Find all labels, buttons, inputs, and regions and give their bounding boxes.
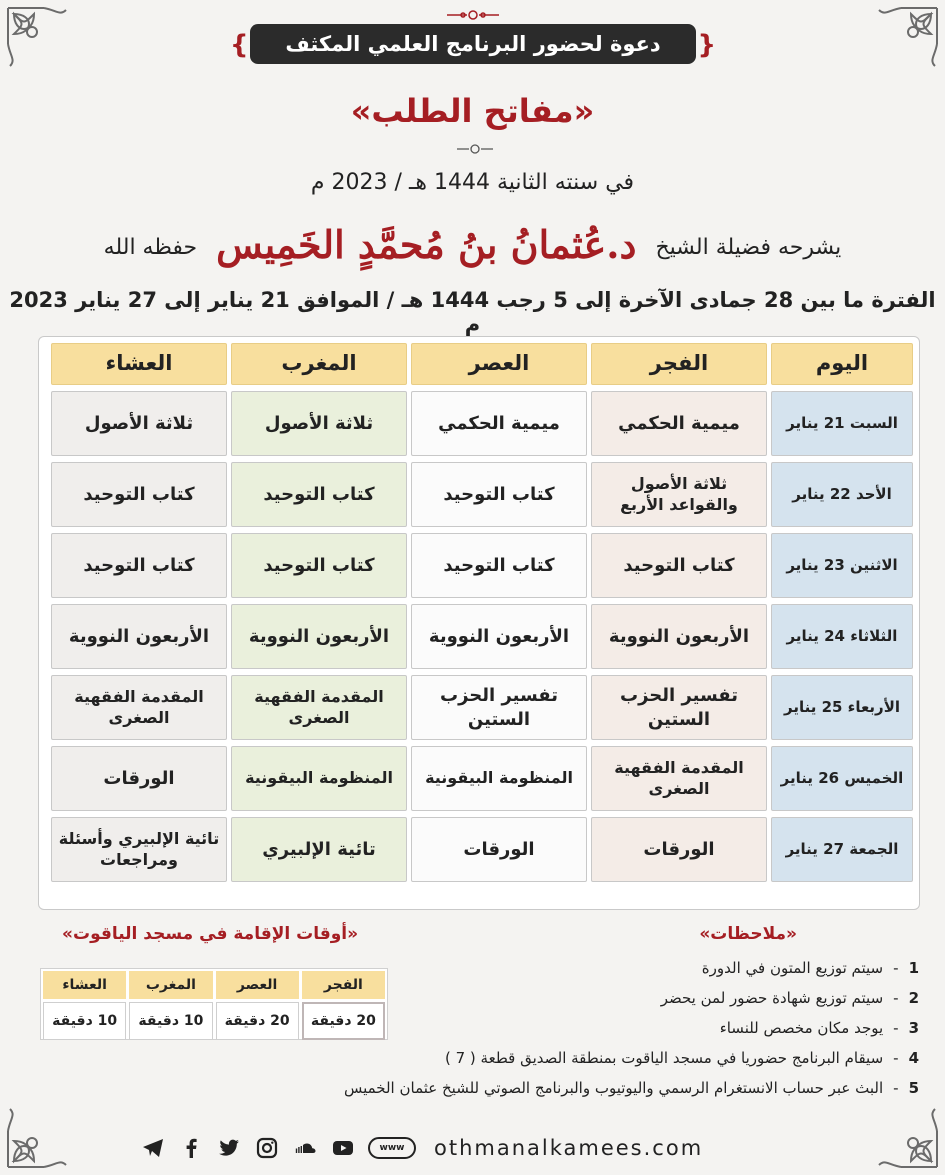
session-cell: تفسير الحزب الستين bbox=[591, 675, 767, 740]
note-number: 3 bbox=[908, 1019, 919, 1037]
header-fajr: الفجر bbox=[591, 343, 767, 385]
session-cell: كتاب التوحيد bbox=[591, 533, 767, 598]
note-number: 2 bbox=[908, 989, 919, 1007]
session-cell: الورقات bbox=[411, 817, 587, 882]
corner-ornament bbox=[871, 1101, 941, 1171]
note-item: 4 - سيقام البرنامج حضوريا في مسجد الياقوت بمنطقة الصديق قطعة ( 7 ) bbox=[444, 1049, 919, 1067]
corner-ornament bbox=[4, 1101, 74, 1171]
session-cell: المقدمة الفقهية الصغرى bbox=[231, 675, 407, 740]
session-cell: الأربعون النووية bbox=[51, 604, 227, 669]
header-asr: العصر bbox=[411, 343, 587, 385]
note-text: سيتم توزيع شهادة حضور لمن يحضر bbox=[660, 989, 884, 1007]
iqama-value: 10 دقيقة bbox=[43, 1002, 126, 1040]
session-cell: الورقات bbox=[51, 746, 227, 811]
note-text: يوجد مكان مخصص للنساء bbox=[719, 1019, 884, 1037]
header-title: دعوة لحضور البرنامج العلمي المكثف bbox=[250, 24, 696, 64]
note-number: 4 bbox=[908, 1049, 919, 1067]
session-cell: الأربعون النووية bbox=[411, 604, 587, 669]
day-cell: الأحد 22 يناير bbox=[771, 462, 913, 527]
note-text: سيتم توزيع المتون في الدورة bbox=[701, 959, 884, 977]
iqama-value: 20 دقيقة bbox=[302, 1002, 385, 1040]
session-cell: تائية الإلبيري bbox=[231, 817, 407, 882]
session-cell: ميمية الحكمي bbox=[591, 391, 767, 456]
sheikh-line bbox=[0, 222, 945, 267]
sheikh-suffix: حفظه الله bbox=[103, 235, 198, 260]
instagram-icon[interactable] bbox=[254, 1135, 280, 1161]
session-cell: الورقات bbox=[591, 817, 767, 882]
session-cell: الأربعون النووية bbox=[591, 604, 767, 669]
youtube-icon[interactable] bbox=[330, 1135, 356, 1161]
iqama-header: الفجر bbox=[302, 971, 385, 999]
facebook-icon[interactable] bbox=[178, 1135, 204, 1161]
period-line: الفترة ما بين 28 جمادى الآخرة إلى 5 رجب 1444 هـ / الموافق 21 يناير إلى 27 يناير 2023 م bbox=[9, 288, 936, 336]
note-number: 1 bbox=[908, 959, 919, 977]
note-item: 5 - البث عبر حساب الانستغرام الرسمي واليوتيوب والبرنامج الصوتي للشيخ عثمان الخميس bbox=[343, 1079, 919, 1097]
telegram-icon[interactable] bbox=[140, 1135, 166, 1161]
session-cell: ميمية الحكمي bbox=[411, 391, 587, 456]
sheikh-prefix: يشرحه فضيلة الشيخ bbox=[655, 235, 842, 260]
day-cell: الجمعة 27 يناير bbox=[771, 817, 913, 882]
session-cell: المقدمة الفقهية الصغرى bbox=[51, 675, 227, 740]
note-item: 2 - سيتم توزيع شهادة حضور لمن يحضر bbox=[660, 989, 919, 1007]
session-cell: ثلاثة الأصول bbox=[51, 391, 227, 456]
iqama-value: 10 دقيقة bbox=[129, 1002, 212, 1040]
notes-title: «ملاحظات» bbox=[699, 924, 797, 944]
day-cell: الثلاثاء 24 يناير bbox=[771, 604, 913, 669]
note-text: البث عبر حساب الانستغرام الرسمي واليوتيوب والبرنامج الصوتي للشيخ عثمان الخميس bbox=[343, 1079, 884, 1097]
session-cell: المقدمة الفقهية الصغرى bbox=[591, 746, 767, 811]
day-cell: السبت 21 يناير bbox=[771, 391, 913, 456]
iqama-header: العصر bbox=[216, 971, 299, 999]
footer-social bbox=[140, 1128, 703, 1168]
session-cell: الأربعون النووية bbox=[231, 604, 407, 669]
session-cell: كتاب التوحيد bbox=[411, 533, 587, 598]
title-ornament bbox=[455, 142, 495, 156]
session-cell: تفسير الحزب الستين bbox=[411, 675, 587, 740]
corner-ornament bbox=[4, 4, 74, 74]
sheikh-name: د.عُثمانُ بنُ مُحمَّدٍ الخَمِيس bbox=[216, 222, 637, 267]
twitter-icon[interactable] bbox=[216, 1135, 242, 1161]
note-text: سيقام البرنامج حضوريا في مسجد الياقوت بمنطقة الصديق قطعة ( 7 ) bbox=[444, 1049, 884, 1067]
top-ornament bbox=[445, 8, 501, 22]
header-isha: العشاء bbox=[51, 343, 227, 385]
corner-ornament bbox=[871, 4, 941, 74]
year-line: في سنته الثانية 1444 هـ / 2023 م bbox=[310, 170, 635, 195]
note-number: 5 bbox=[908, 1079, 919, 1097]
header-banner bbox=[228, 24, 718, 64]
session-cell: ثلاثة الأصول bbox=[231, 391, 407, 456]
session-cell: ثلاثة الأصول والقواعد الأربع bbox=[591, 462, 767, 527]
session-cell: كتاب التوحيد bbox=[51, 533, 227, 598]
note-item: 3 - يوجد مكان مخصص للنساء bbox=[719, 1019, 919, 1037]
program-title: «مفاتح الطلب» bbox=[350, 92, 595, 130]
session-cell: كتاب التوحيد bbox=[51, 462, 227, 527]
website-link[interactable]: othmanalkamees.com bbox=[434, 1136, 704, 1160]
soundcloud-icon[interactable] bbox=[292, 1135, 318, 1161]
iqama-title: «أوقات الإقامة في مسجد الياقوت» bbox=[62, 924, 359, 944]
header-maghrib: المغرب bbox=[231, 343, 407, 385]
note-item: 1 - سيتم توزيع المتون في الدورة bbox=[701, 959, 919, 977]
day-cell: الاثنين 23 يناير bbox=[771, 533, 913, 598]
schedule-table bbox=[38, 336, 920, 910]
header-day: اليوم bbox=[771, 343, 913, 385]
www-icon: www bbox=[368, 1137, 416, 1159]
session-cell: المنظومة البيقونية bbox=[411, 746, 587, 811]
iqama-header: المغرب bbox=[129, 971, 212, 999]
session-cell: تائية الإلبيري وأسئلة ومراجعات bbox=[51, 817, 227, 882]
iqama-value: 20 دقيقة bbox=[216, 1002, 299, 1040]
session-cell: كتاب التوحيد bbox=[231, 462, 407, 527]
day-cell: الأربعاء 25 يناير bbox=[771, 675, 913, 740]
iqama-header: العشاء bbox=[43, 971, 126, 999]
bracket-left-icon: { bbox=[230, 30, 249, 60]
day-cell: الخميس 26 يناير bbox=[771, 746, 913, 811]
session-cell: كتاب التوحيد bbox=[411, 462, 587, 527]
iqama-table bbox=[40, 968, 388, 1040]
bracket-right-icon: } bbox=[697, 30, 716, 60]
session-cell: المنظومة البيقونية bbox=[231, 746, 407, 811]
session-cell: كتاب التوحيد bbox=[231, 533, 407, 598]
